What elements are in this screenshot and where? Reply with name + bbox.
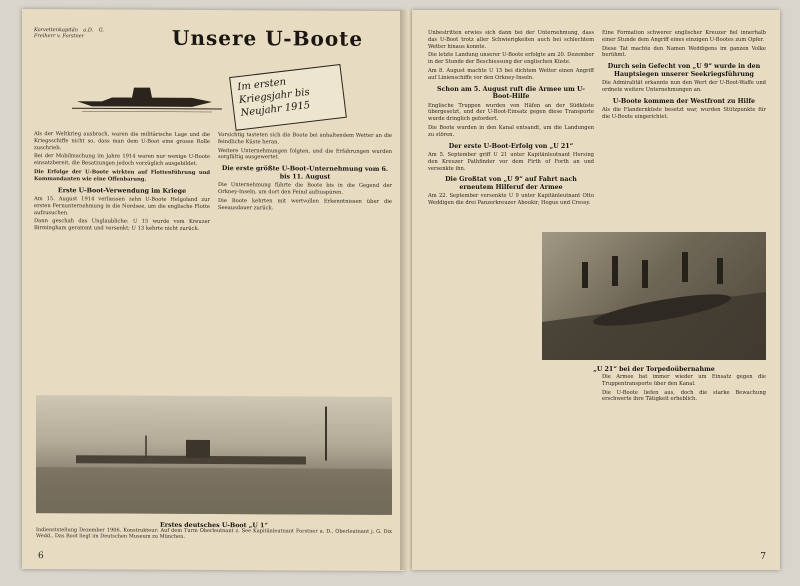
section-heading: Durch sein Gefecht von „U 9“ wurde in den Hauptsiegen unserer Seekriegsführung — [607, 63, 761, 78]
section-heading: U-Boote kommen der Westfront zu Hilfe — [612, 97, 756, 105]
paragraph: Die Boote kehrten mit wertvollen Erkenntnissen über die Seeausdauer zurück. — [218, 197, 392, 211]
paragraph: Diese Tat machte den Namen Weddigens im ganzen Volke berühmt. — [602, 45, 766, 59]
paragraph: Vorsichtig tasteten sich die Boote bei anhaltendem Wetter an die feindliche Küste heran. — [218, 132, 392, 146]
paragraph: Am 22. September versenkte U 9 unter Kapitänleutnant Otto Weddigen die drei Panzerkreuzer Aboukir, Hogue und Cressy. — [428, 193, 594, 207]
section-heading: Die erste größte U-Boot-Unternehmung vom 6. bis 11. August — [221, 165, 389, 181]
paragraph: Eine Formation schwerer englischer Kreuzer fiel innerhalb einer Stunde dem Angriff eines einzigen U-Bootes zum Opfer. — [602, 30, 766, 43]
right-column-1 — [428, 30, 594, 209]
page-title: Unsere U-Boote — [172, 25, 364, 51]
left-page — [22, 9, 404, 571]
right-column-2 — [602, 30, 766, 123]
paragraph: Als der Weltkrieg ausbrach, waren die militärische Lage und die Kriegsschiffe nicht so, dass man dem U-Boot eine grosse Rolle zuschrieb. — [34, 131, 210, 151]
paragraph: Unbestritten erwies sich dann bei der Unternehmung, dass das U-Boot trotz aller Schwierigkeiten auch bei schlechtem Wetter hinaus konnte. — [428, 30, 594, 50]
paragraph: Am 5. September griff U 21 unter Kapitänleutnant Hersing den Kreuzer Pathfinder vor dem Firth of Forth an und versenkte ihn. — [428, 152, 594, 172]
paragraph: Bei der Mobilmachung im Jahre 1914 waren nur wenige U-Boote einsatzbereit, die Besatzungen jedoch vorzüglich ausgebildet. — [34, 153, 210, 168]
page-number: 7 — [760, 552, 766, 562]
paragraph: Die Admiralität erkannte nun den Wert der U-Boot-Waffe und ordnete weitere Unternehmungen an. — [602, 80, 766, 93]
right-page — [412, 10, 780, 570]
right-column-2-lower — [602, 374, 766, 405]
left-column-1 — [34, 131, 210, 235]
paragraph: Am 15. August 1914 verliessen zehn U-Boote Helgoland zur ersten Fernunternehmung in die Nordsee, um die englische Flotte aufzusuchen. — [34, 196, 210, 216]
section-heading: Die Großtat von „U 9“ auf Fahrt nach erneutem Hilferuf der Armee — [445, 176, 577, 191]
section-heading: Schon am 5. August ruft die Armee um U-Boot-Hilfe — [437, 85, 585, 101]
photo-footnote: Indienststellung Dezember 1906. Konstrukteur: Auf dem Turm Oberleutnant z. See Kapitänleutnant Forstner a. D., Oberleutnant j. G. Dix Wedd., Das Boot liegt im Deutschen Museum zu München. — [36, 527, 392, 541]
paragraph: Am 8. August machte U 15 bei dichtem Wetter einen Angriff auf Linienschiffe vor den Orkney-Inseln. — [428, 67, 594, 81]
book-spread — [14, 10, 786, 578]
paragraph: Weitere Unternehmungen folgten, und die Erfahrungen wurden sorgfältig ausgewertet. — [218, 147, 392, 161]
section-heading: Der erste U-Boot-Erfolg von „U 21“ — [448, 142, 574, 150]
paragraph: Die Armee bat immer wieder um Einsatz gegen die Truppentransporte über den Kanal. — [602, 374, 766, 387]
paragraph: Die Boote wurden in den Kanal entsandt, um die Landungen zu stören. — [428, 124, 594, 138]
paragraph: Die Erfolge der U-Boote wirkten auf Flottenführung und Kommandanten wie eine Offenbarung. — [34, 169, 210, 183]
paragraph: Als die Flandernküste besetzt war, wurden Stützpunkte für die U-Boote eingerichtet. — [602, 107, 766, 121]
paragraph: Dann geschah das Unglaubliche: U 15 wurde vom Kreuzer Birmingham gerammt und versenkt; U 13 kehrte nicht zurück. — [34, 218, 210, 233]
photo-caption: „U 21“ bei der Torpedoübernahme — [593, 366, 715, 373]
paragraph: Englische Truppen wurden von Häfen an der Südküste übergesetzt, und der U-Boot-Einsatz gegen diese Transporte wurde dringlich gefordert. — [428, 102, 594, 123]
photo-caption: Erstes deutsches U-Boot „U 1“ — [159, 521, 269, 530]
submarine-photo-shape — [36, 395, 392, 515]
crew-photo-shape — [542, 232, 766, 360]
page-number: 6 — [38, 551, 44, 562]
submarine-illustration — [72, 71, 222, 122]
banner-box — [229, 64, 347, 131]
paragraph: Die U-Boote liefen aus, doch die starke Bewachung erschwerte ihre Tätigkeit erheblich. — [602, 389, 766, 403]
left-column-2 — [218, 132, 392, 214]
u1-photo — [36, 395, 392, 515]
banner-text: Im ersten Kriegsjahr bis Neujahr 1915 — [236, 76, 311, 120]
author-line: Korvettenkapitän a.D. G. Freiherr v. Forstner — [34, 27, 104, 40]
section-heading: Erste U-Boot-Verwendung im Kriege — [57, 186, 187, 195]
u21-photo — [542, 232, 766, 360]
paragraph: Die letzte Landung unserer U-Boote erfolgte am 20. Dezember in der Stunde der Beschiessung der englischen Küste. — [428, 52, 594, 66]
paragraph: Die Unternehmung führte die Boote bis in die Gegend der Orkney-Inseln, um dort den Feind aufzuspüren. — [218, 182, 392, 196]
